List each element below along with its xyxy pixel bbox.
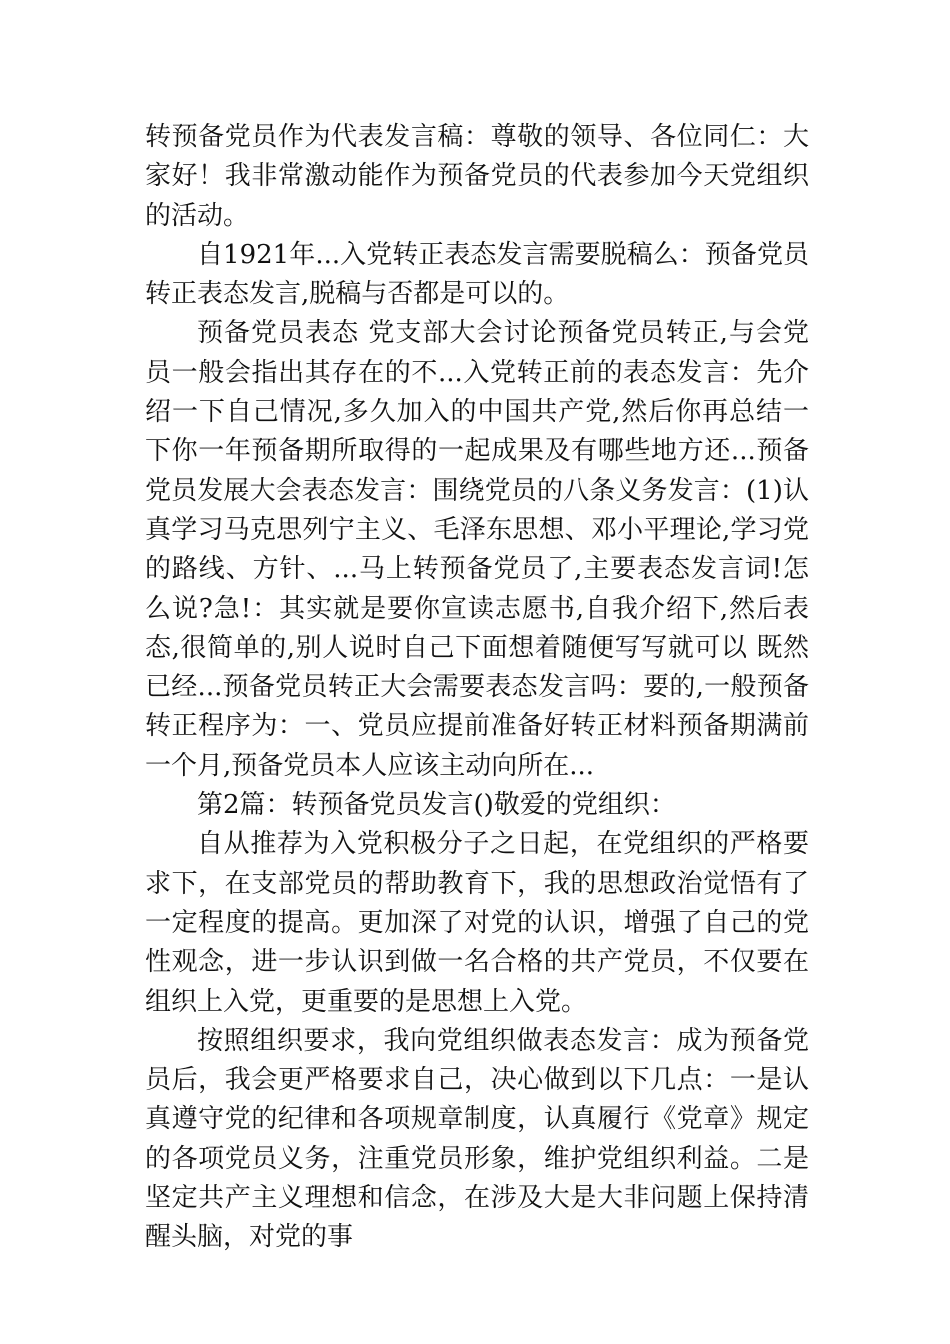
paragraph-intro: 转预备党员作为代表发言稿：尊敬的领导、各位同仁：大家好！我非常激动能作为预备党员的代表参加今天党组织的活动。 [145, 122, 809, 231]
paragraph-since-recommended: 自从推荐为入党积极分子之日起，在党组织的严格要求下，在支部党员的帮助教育下，我的思想政治觉悟有了一定程度的提高。更加深了对党的认识，增强了自己的党性观念，进一步认识到做一名合格的共产党员，不仅要在组织上入党，更重要的是思想上入党。 [145, 829, 809, 1017]
paragraph-statement-qa: 预备党员表态 党支部大会讨论预备党员转正,与会党员一般会指出其存在的不...入党转正前的表态发言：先介绍一下自己情况,多久加入的中国共产党,然后你再总结一下你一年预备期所取得的一起成果及有哪些地方还...预备党员发展大会表态发言：围绕党员的八条义务发言：(1)认真学习马克思列宁主义、毛泽东思想、邓小平理论,学习党的路线、方针、...马上转预备党员了,主要表态发言词!怎么说?急!：其实就是要你宣读志愿书,自我介绍下,然后表态,很简单的,别人说时自己下面想着随便写写就可以 既然已经...预备党员转正大会需要表态发言吗：要的,一般预备转正程序为：一、党员应提前准备好转正材料预备期满前一个月,预备党员本人应该主动向所在... [145, 318, 809, 781]
document-body [145, 118, 809, 1258]
section-heading-part-2: 第2篇：转预备党员发言()敬爱的党组织： [197, 790, 676, 821]
paragraph-statement-pledge: 按照组织要求，我向党组织做表态发言：成为预备党员后，我会更严格要求自己，决心做到以下几点：一是认真遵守党的纪律和各项规章制度，认真履行《党章》规定的各项党员义务，注重党员形象，维护党组织利益。二是坚定共产主义理想和信念，在涉及大是大非问题上保持清醒头脑，对党的事 [145, 1025, 809, 1253]
paragraph-1921: 自1921年...入党转正表态发言需要脱稿么：预备党员转正表态发言,脱稿与否都是可以的。 [145, 239, 809, 310]
